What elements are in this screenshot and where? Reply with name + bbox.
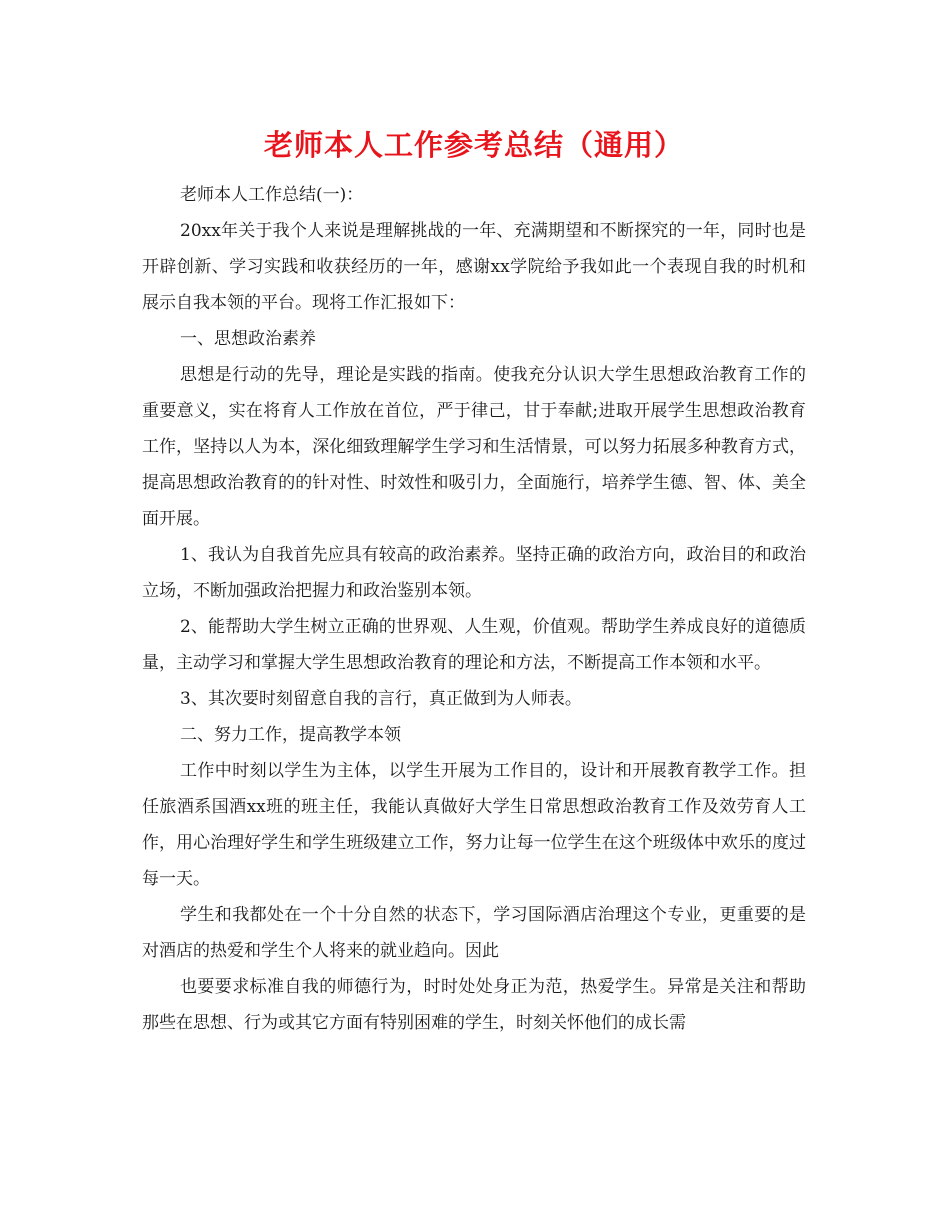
paragraph-ethics: 也要要求标准自我的师德行为，时时处处身正为范，热爱学生。异常是关注和帮助那些在思想、行为或其它方面有特别困难的学生，时刻关怀他们的成长需 xyxy=(142,977,806,1033)
document-page xyxy=(142,120,806,1041)
paragraph-subtitle: 老师本人工作总结(一)： xyxy=(180,185,364,205)
paragraph-intro: 20xx年关于我个人来说是理解挑战的一年、充满期望和不断探究的一年，同时也是开辟创新、学习实践和收获经历的一年，感谢xx学院给予我如此一个表现自我的时机和展示自我本领的平台。现将工作汇报如下： xyxy=(142,221,806,313)
heading-section-2: 二、努力工作，提高教学本领 xyxy=(180,725,401,745)
paragraph-students: 学生和我都处在一个十分自然的状态下，学习国际酒店治理这个专业，更重要的是对酒店的热爱和学生个人将来的就业趋向。因此 xyxy=(142,905,806,961)
paragraph-point-2: 2、能帮助大学生树立正确的世界观、人生观，价值观。帮助学生养成良好的道德质量，主动学习和掌握大学生思想政治教育的理论和方法，不断提高工作本领和水平。 xyxy=(142,617,806,673)
heading-section-1: 一、思想政治素养 xyxy=(180,329,316,349)
paragraph-point-1: 1、我认为自我首先应具有较高的政治素养。坚持正确的政治方向，政治目的和政治立场，不断加强政治把握力和政治鉴别本领。 xyxy=(142,545,806,601)
paragraph-section-1-body: 思想是行动的先导，理论是实践的指南。使我充分认识大学生思想政治教育工作的重要意义，实在将育人工作放在首位，严于律己，甘于奉献;进取开展学生思想政治教育工作，坚持以人为本，深化细致理解学生学习和生活情景，可以努力拓展多种教育方式，提高思想政治教育的的针对性、时效性和吸引力，全面施行，培养学生德、智、体、美全面开展。 xyxy=(142,365,806,529)
paragraph-point-3: 3、其次要时刻留意自我的言行，真正做到为人师表。 xyxy=(180,689,582,709)
document-title: 老师本人工作参考总结（通用） xyxy=(263,128,684,162)
paragraph-section-2-body: 工作中时刻以学生为主体，以学生开展为工作目的，设计和开展教育教学工作。担任旅酒系国酒xx班的班主任，我能认真做好大学生日常思想政治教育工作及效劳育人工作，用心治理好学生和学生班级建立工作，努力让每一位学生在这个班级体中欢乐的度过每一天。 xyxy=(142,761,806,889)
